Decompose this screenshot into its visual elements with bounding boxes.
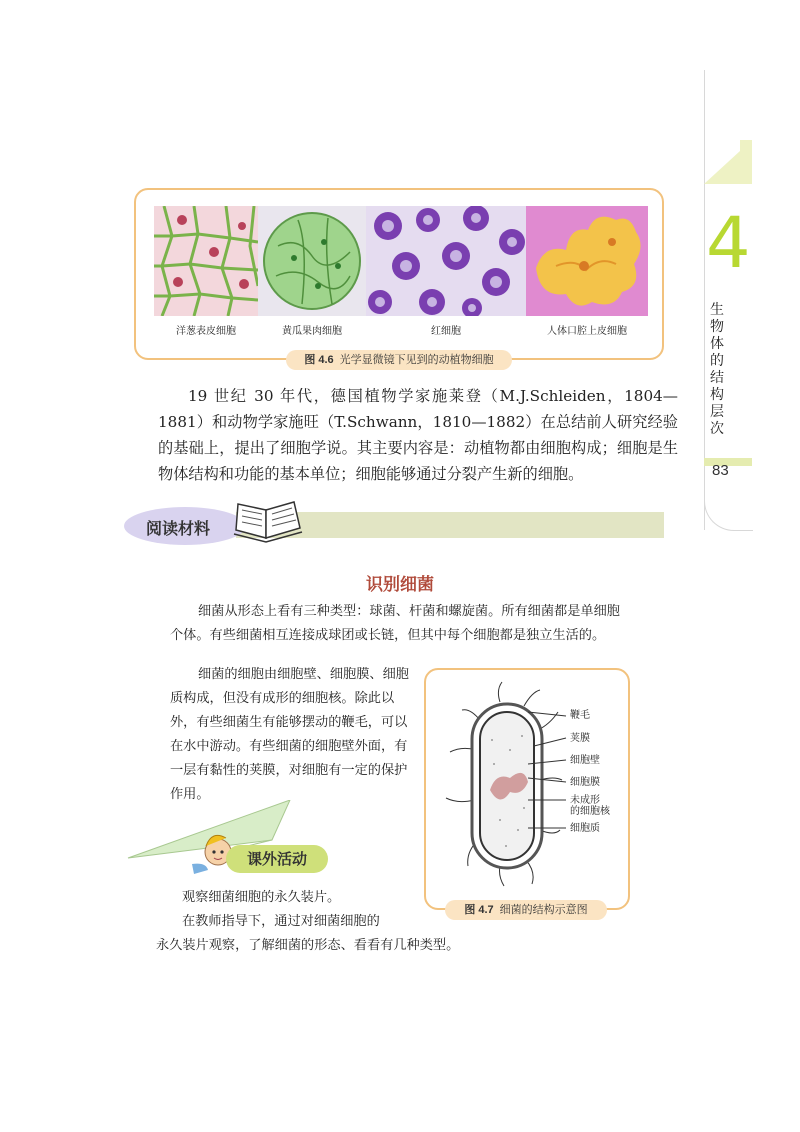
cell-theory-paragraph [158, 383, 678, 487]
chapter-number: 4 [706, 202, 751, 284]
open-book-icon [232, 498, 306, 544]
reading-paragraph-1-text: 细菌从形态上看有三种类型：球菌、杆菌和螺旋菌。所有细菌都是单细胞个体。有些细菌相互连接成球团或长链，但其中每个细胞都是独立生活的。 [170, 604, 620, 643]
page-number: 83 [712, 462, 729, 479]
onion-cells-image [154, 206, 258, 316]
label-nucleoid-2: 的细胞核 [570, 806, 610, 817]
reading-title: 识别细菌 [366, 575, 434, 595]
label-cytoplasm: 细胞质 [570, 823, 600, 834]
figure-4-6-caption [286, 350, 512, 370]
reading-paragraph-2 [170, 663, 410, 807]
chapter-title: 生物体的结构层次 [710, 302, 724, 437]
activity-line-2: 在教师指导下，通过对细菌细胞的 [182, 914, 380, 929]
side-corner-fill [740, 140, 752, 184]
cheek-cells-image [526, 206, 648, 316]
label-cell-wall: 细胞壁 [570, 755, 600, 766]
side-curve-decoration [704, 490, 753, 531]
reading-label: 阅读材料 [146, 519, 211, 538]
figure-4-6-caption-text: 光学显微镜下见到的动植物细胞 [339, 353, 494, 366]
figure-4-7-number: 图 4.7 [464, 904, 494, 916]
activity-line-3: 永久装片观察，了解细菌的形态、看看有几种类型。 [156, 938, 460, 953]
figure-4-6-label-cheek: 人体口腔上皮细胞 [547, 326, 627, 337]
red-blood-cells-image [366, 206, 526, 316]
label-cell-membrane: 细胞膜 [570, 777, 600, 788]
cell-theory-text: 19 世纪 30 年代，德国植物学家施莱登（M.J.Schleiden，1804—1881）和动物学家施旺（T.Schwann，1810—1882）在总结前人研究经验的基础上，提出了细胞学说。其主要内容是：动植物都由细胞构成；细胞是生物体结构和功能的基本单位；细胞能够通过分裂产生新的细胞。 [158, 387, 678, 483]
reading-paragraph-2-text: 细菌的细胞由细胞壁、细胞膜、细胞质构成，但没有成形的细胞核。除此以外，有些细菌生有能够摆动的鞭毛，可以在水中游动。有些细菌的细胞壁外面，有一层有黏性的荚膜，对细胞有一定的保护作用。 [170, 667, 409, 802]
label-nucleoid-1: 未成形 [570, 795, 600, 806]
figure-4-7-caption-text: 细菌的结构示意图 [499, 903, 588, 916]
figure-4-6-label-rbc: 红细胞 [431, 326, 461, 337]
figure-4-7-caption [445, 900, 607, 920]
figure-4-6-label-onion: 洋葱表皮细胞 [176, 326, 236, 337]
bacterium-leader-lines [528, 700, 568, 840]
reading-paragraph-1 [170, 600, 632, 648]
activity-line-1: 观察细菌细胞的永久装片。 [182, 890, 341, 905]
figure-4-6-label-cucumber: 黄瓜果肉细胞 [282, 326, 342, 337]
cucumber-cells-image [258, 206, 366, 316]
label-flagellum: 鞭毛 [570, 710, 590, 721]
extracurricular-label: 课外活动 [226, 845, 328, 873]
figure-4-6-number: 图 4.6 [304, 354, 334, 366]
label-capsule: 荚膜 [570, 733, 590, 744]
